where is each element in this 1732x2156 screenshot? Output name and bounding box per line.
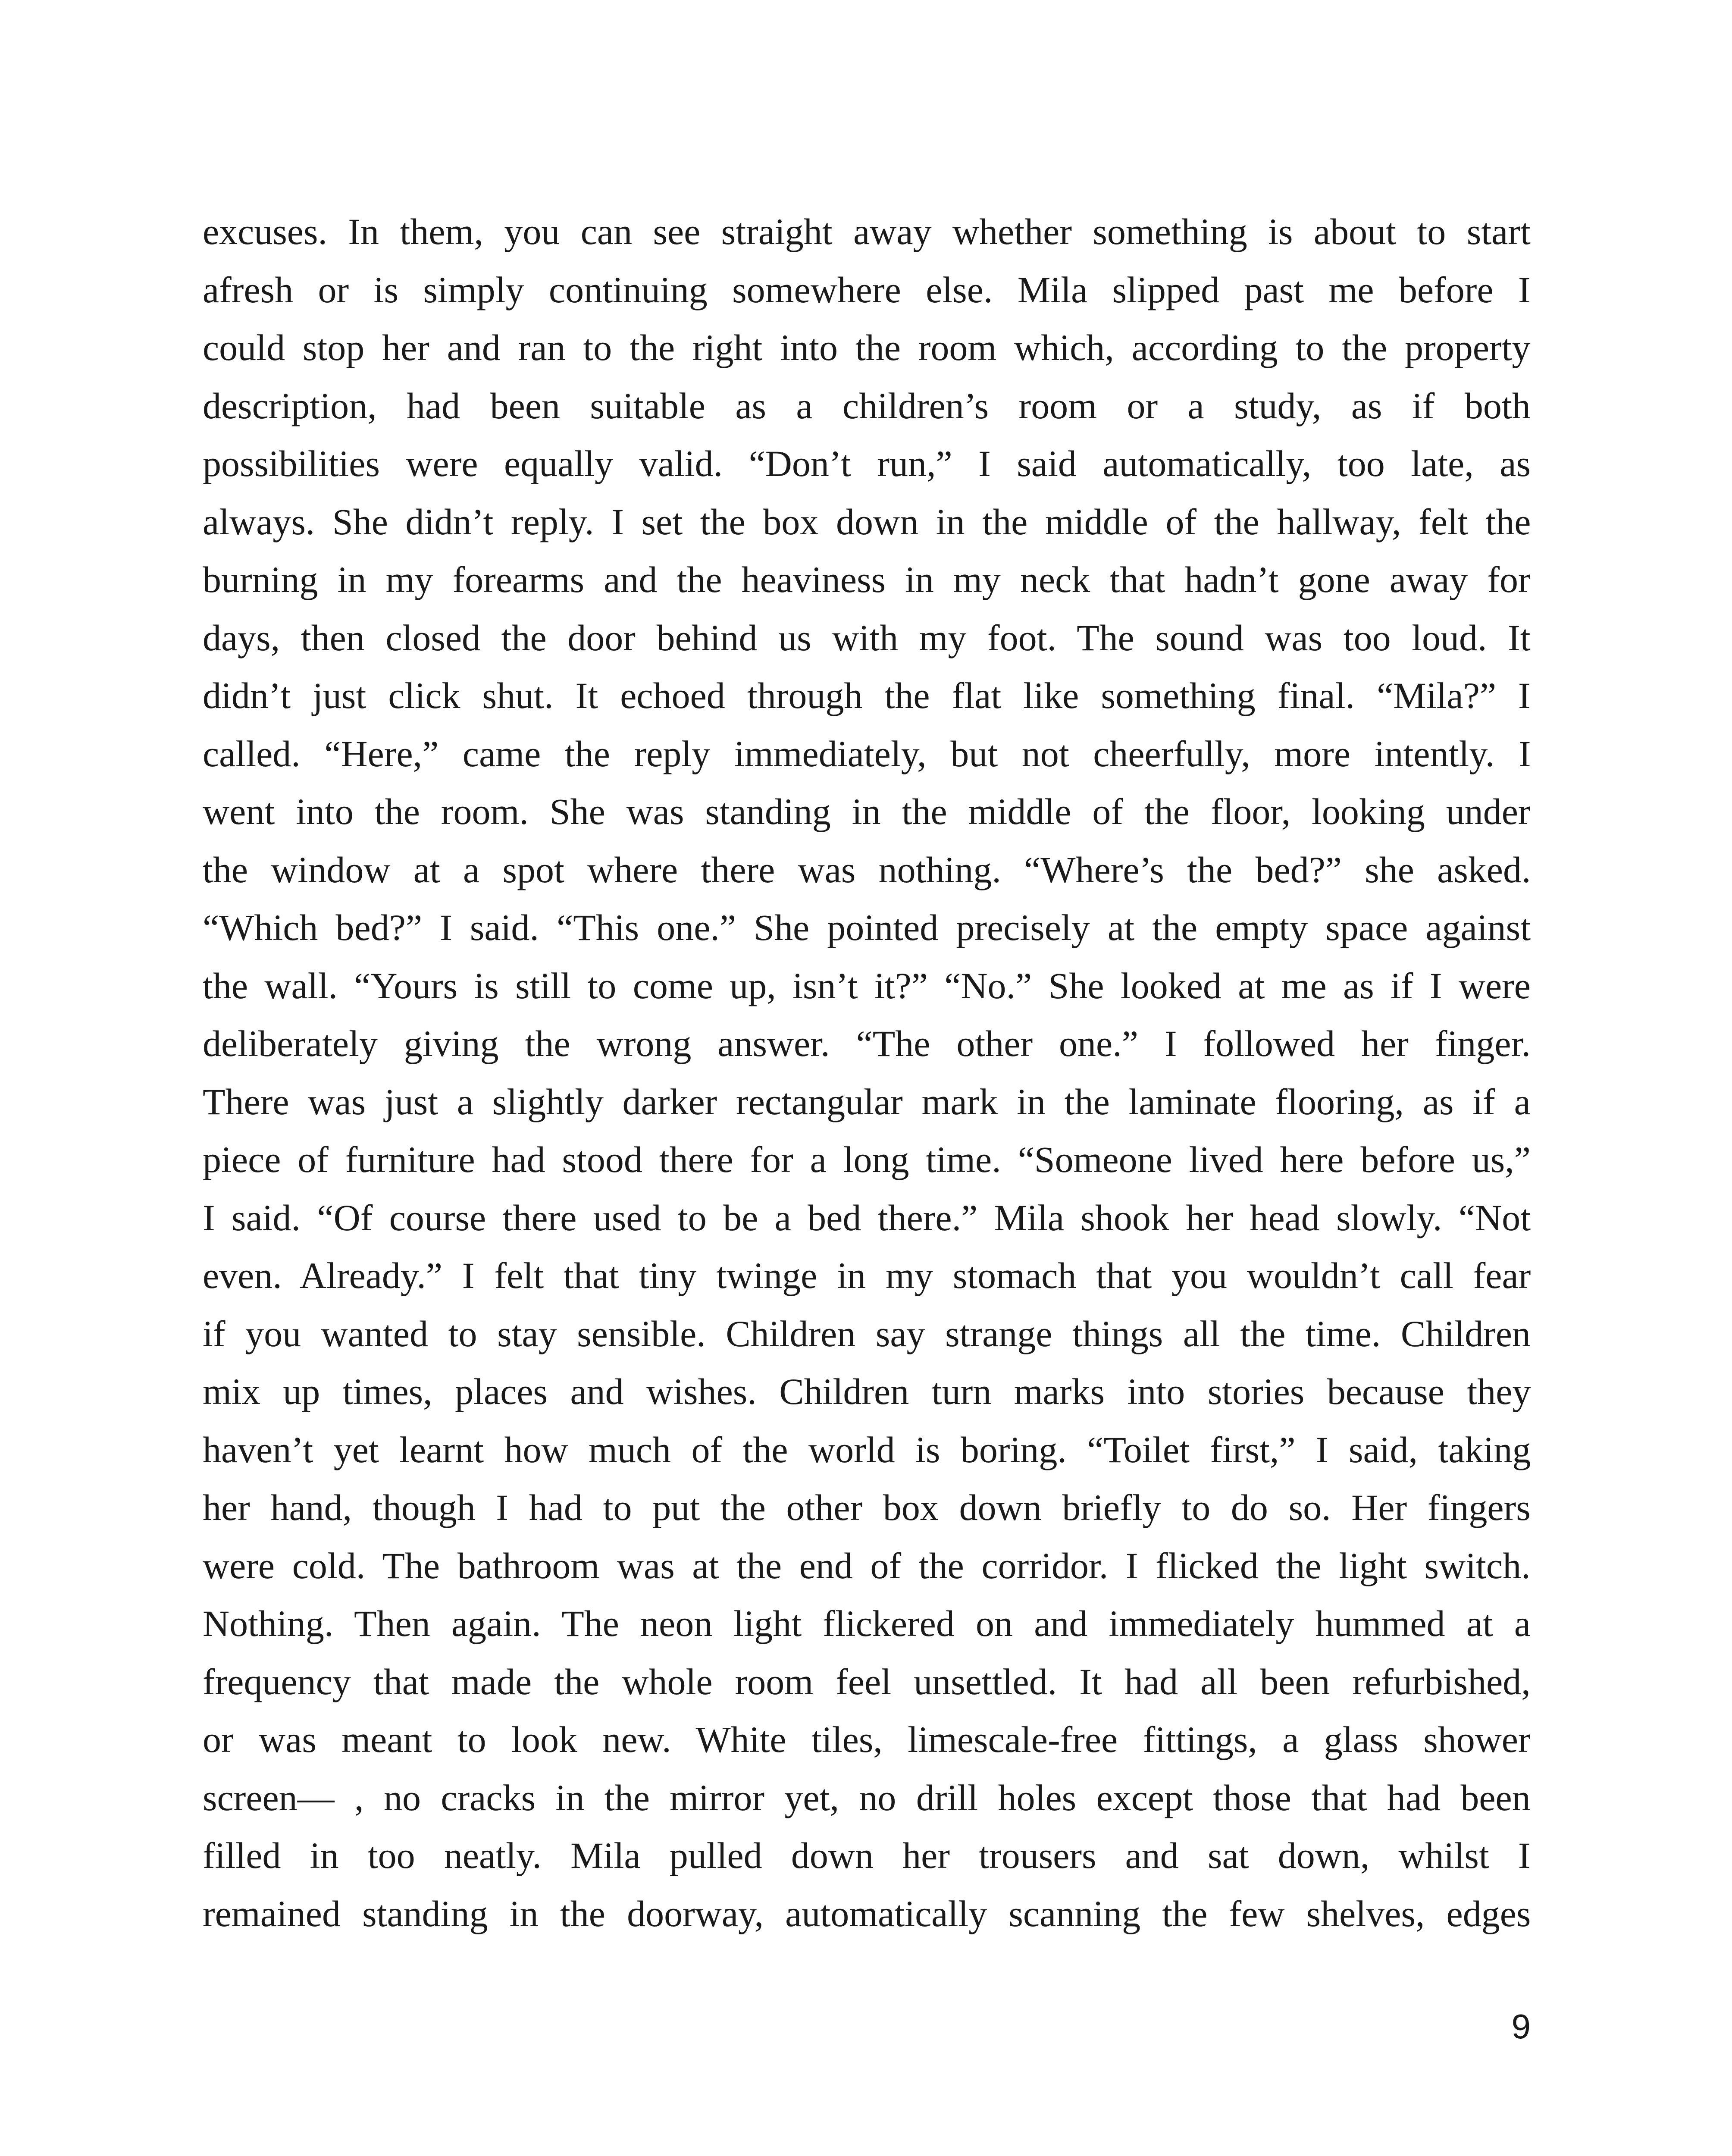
text-line: went into the room. She was standing in the middle of the floor, looking under <box>203 791 1531 832</box>
text-line: possibilities were equally valid. “Don’t run,” I said automatically, too late, as <box>203 443 1531 484</box>
text-line: always. She didn’t reply. I set the box down in the middle of the hallway, felt the <box>203 501 1531 542</box>
text-line: burning in my forearms and the heaviness in my neck that hadn’t gone away for <box>203 559 1531 600</box>
text-line: or was meant to look new. White tiles, limescale-free fittings, a glass shower <box>203 1719 1531 1760</box>
text-line: Nothing. Then again. The neon light flickered on and immediately hummed at a <box>203 1603 1531 1644</box>
text-line: days, then closed the door behind us with my foot. The sound was too loud. It <box>203 617 1531 658</box>
text-line: deliberately giving the wrong answer. “The other one.” I followed her finger. <box>203 1023 1531 1064</box>
text-line: excuses. In them, you can see straight away whether something is about to start <box>203 211 1531 252</box>
text-line: didn’t just click shut. It echoed through the flat like something final. “Mila?” I <box>203 675 1531 716</box>
text-line: mix up times, places and wishes. Children turn marks into stories because they <box>203 1371 1531 1412</box>
text-line: screen— , no cracks in the mirror yet, no drill holes except those that had been <box>203 1777 1531 1818</box>
text-line: remained standing in the doorway, automatically scanning the few shelves, edges <box>203 1893 1531 1934</box>
text-line: even. Already.” I felt that tiny twinge in my stomach that you wouldn’t call fear <box>203 1255 1531 1296</box>
text-line: I said. “Of course there used to be a bed there.” Mila shook her head slowly. “Not <box>203 1197 1531 1238</box>
text-line: the window at a spot where there was nothing. “Where’s the bed?” she asked. <box>203 849 1531 890</box>
text-line: filled in too neatly. Mila pulled down her trousers and sat down, whilst I <box>203 1835 1531 1876</box>
text-line: her hand, though I had to put the other box down briefly to do so. Her fingers <box>203 1487 1531 1528</box>
text-line: “Which bed?” I said. “This one.” She pointed precisely at the empty space against <box>203 907 1531 948</box>
page-number: 9 <box>1511 2007 1531 2046</box>
body-text <box>203 203 1531 1943</box>
text-line: were cold. The bathroom was at the end of the corridor. I flicked the light switch. <box>203 1545 1531 1586</box>
text-line: piece of furniture had stood there for a long time. “Someone lived here before us,” <box>203 1139 1531 1180</box>
text-line: the wall. “Yours is still to come up, isn’t it?” “No.” She looked at me as if I were <box>203 965 1531 1006</box>
text-line: There was just a slightly darker rectangular mark in the laminate flooring, as if a <box>203 1081 1531 1122</box>
text-line: description, had been suitable as a children’s room or a study, as if both <box>203 385 1531 426</box>
text-line: could stop her and ran to the right into the room which, according to the property <box>203 327 1531 368</box>
text-line: called. “Here,” came the reply immediately, but not cheerfully, more intently. I <box>203 733 1531 774</box>
text-line: afresh or is simply continuing somewhere else. Mila slipped past me before I <box>203 269 1531 310</box>
text-line: frequency that made the whole room feel unsettled. It had all been refurbished, <box>203 1661 1531 1702</box>
text-line: if you wanted to stay sensible. Children say strange things all the time. Children <box>203 1313 1531 1354</box>
text-line: haven’t yet learnt how much of the world is boring. “Toilet first,” I said, taking <box>203 1429 1531 1470</box>
